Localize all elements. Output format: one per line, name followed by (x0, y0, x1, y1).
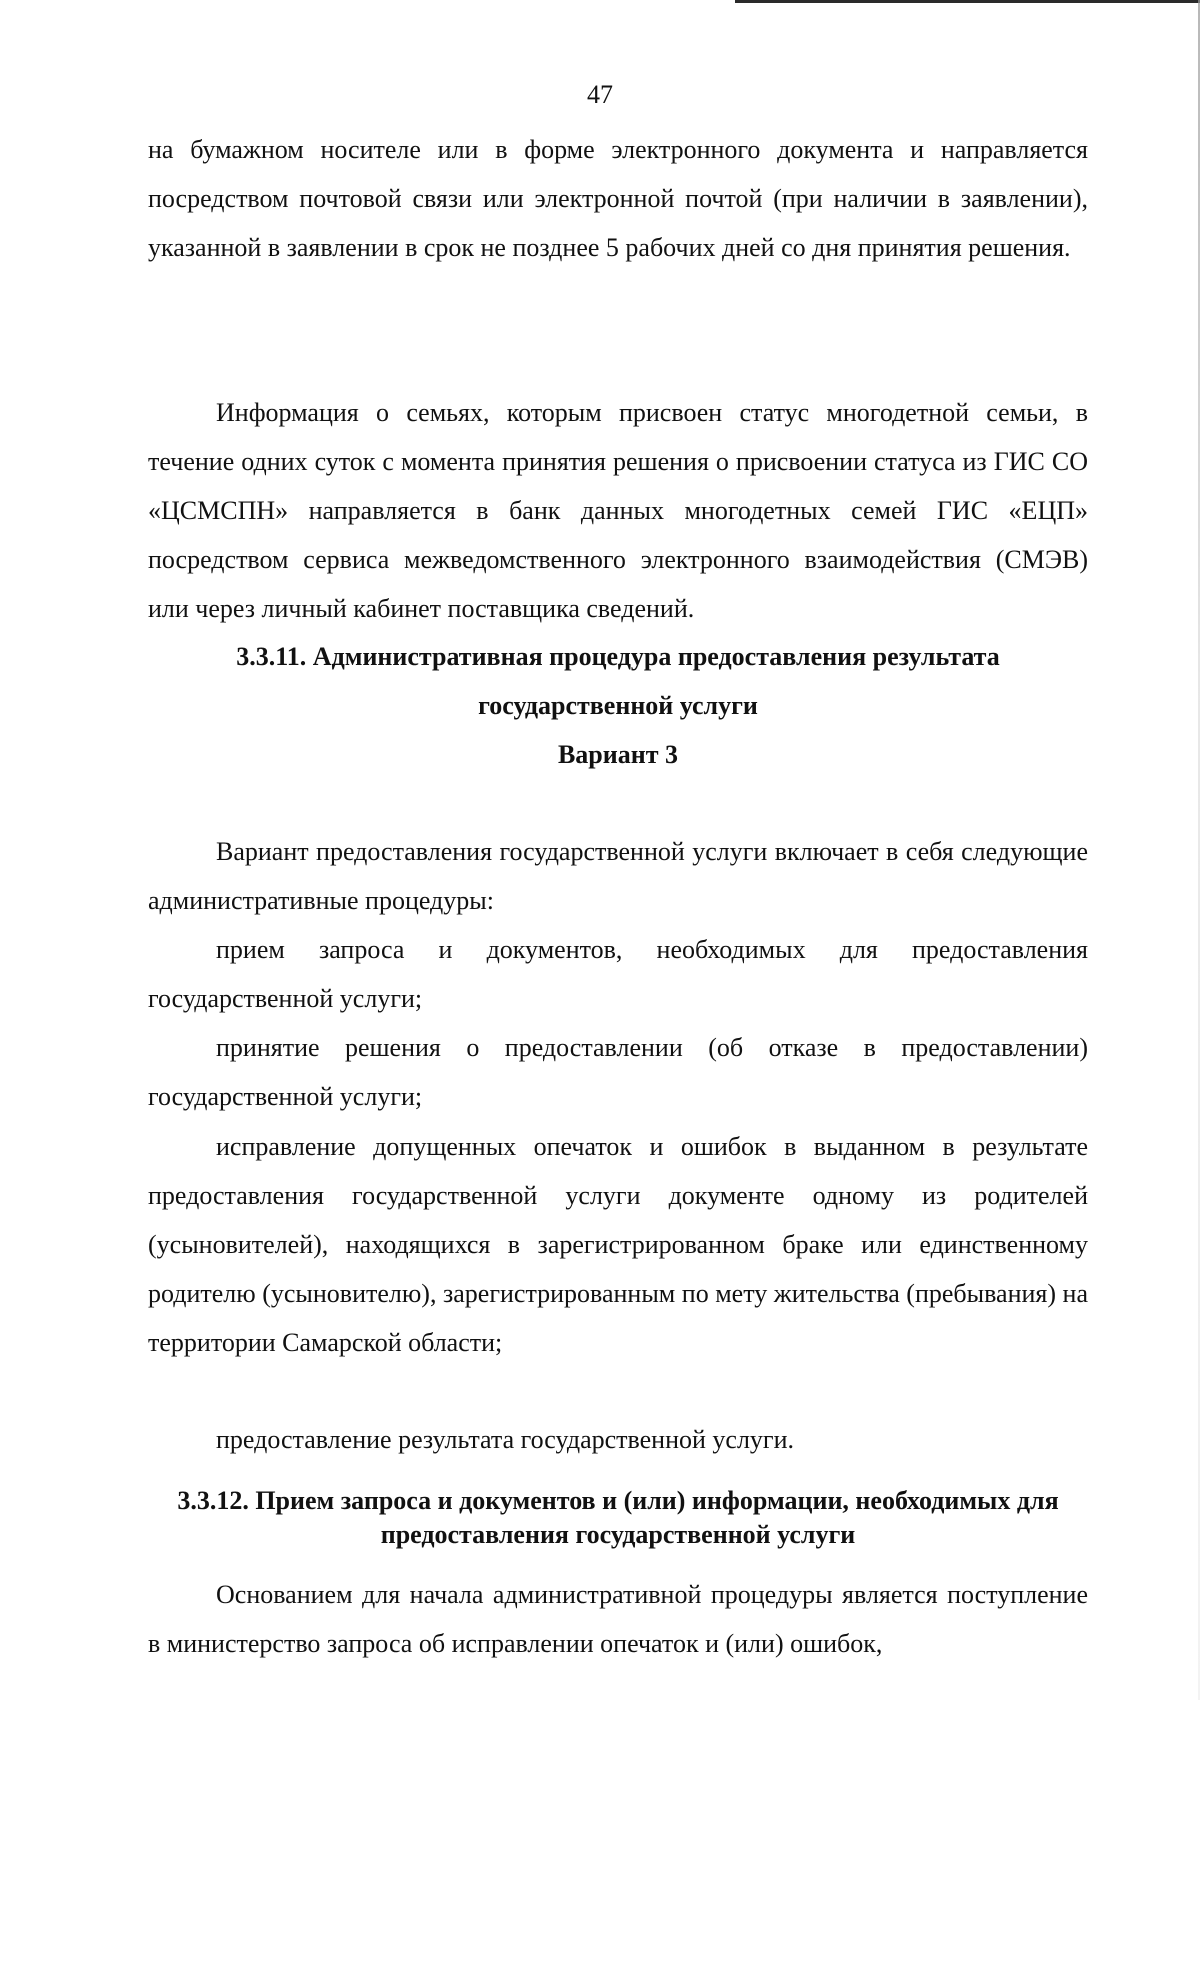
heading-3-3-11 (148, 632, 1088, 730)
procedure-item-1-text: прием запроса и документов, необходимых для предоставления государственной услуги; (148, 935, 1088, 1013)
heading-3-3-12 (148, 1484, 1088, 1552)
procedure-item-4 (148, 1415, 1088, 1464)
heading-3-3-12-line2: предоставления государственной услуги (380, 1520, 856, 1549)
paragraph-1-container (148, 125, 1088, 272)
paragraph-3: Вариант предоставления государственной услуги включает в себя следующие административные процедуры: (148, 837, 1088, 915)
paragraph-1: на бумажном носителе или в форме электронного документа и направляется посредством почтовой связи или электронной почтой (при наличии в заявлении), указанной в заявлении в срок не позднее 5 рабочих дней со дня принятия решения. (148, 135, 1088, 262)
paragraph-4: Основанием для начала административной процедуры является поступление в министерство запроса об исправлении опечаток и (или) ошибок, (148, 1580, 1088, 1658)
paragraph-4-container (148, 1570, 1088, 1668)
heading-3-3-11-line2: государственной услуги (478, 691, 758, 720)
heading-variant-3: Вариант 3 (557, 740, 679, 769)
heading-3-3-12-line1: 3.3.12. Прием запроса и документов и (или) информации, необходимых для (177, 1486, 1059, 1515)
paragraph-3-container (148, 827, 1088, 925)
procedure-item-2 (148, 1023, 1088, 1121)
procedure-item-4-text: предоставление результата государственной услуги. (216, 1425, 795, 1454)
heading-3-3-11-line1: 3.3.11. Административная процедура предоставления результата (236, 642, 1000, 671)
procedure-item-3 (148, 1122, 1088, 1367)
scan-edge-top (735, 0, 1200, 3)
procedure-item-2-text: принятие решения о предоставлении (об отказе в предоставлении) государственной услуги; (148, 1033, 1088, 1111)
procedure-item-1 (148, 925, 1088, 1023)
paragraph-2: Информация о семьях, которым присвоен статус многодетной семьи, в течение одних суток с момента принятия решения о присвоении статуса из ГИС СО «ЦСМСПН» направляется в банк данных многодетных семей ГИС «ЕЦП» посредством сервиса межведомственного электронного взаимодействия (СМЭВ) или через личный кабинет поставщика сведений. (148, 398, 1088, 623)
paragraph-2-container (148, 388, 1088, 633)
page-number: 47 (587, 80, 613, 109)
procedure-item-3-text: исправление допущенных опечаток и ошибок в выданном в результате предоставления государственной услуги документе одному из родителей (усыновителей), находящихся в зарегистрированном браке или единственному родителю (усыновителю), зарегистрированным по мету жительства (пребывания) на территории Самарской области; (148, 1132, 1088, 1357)
